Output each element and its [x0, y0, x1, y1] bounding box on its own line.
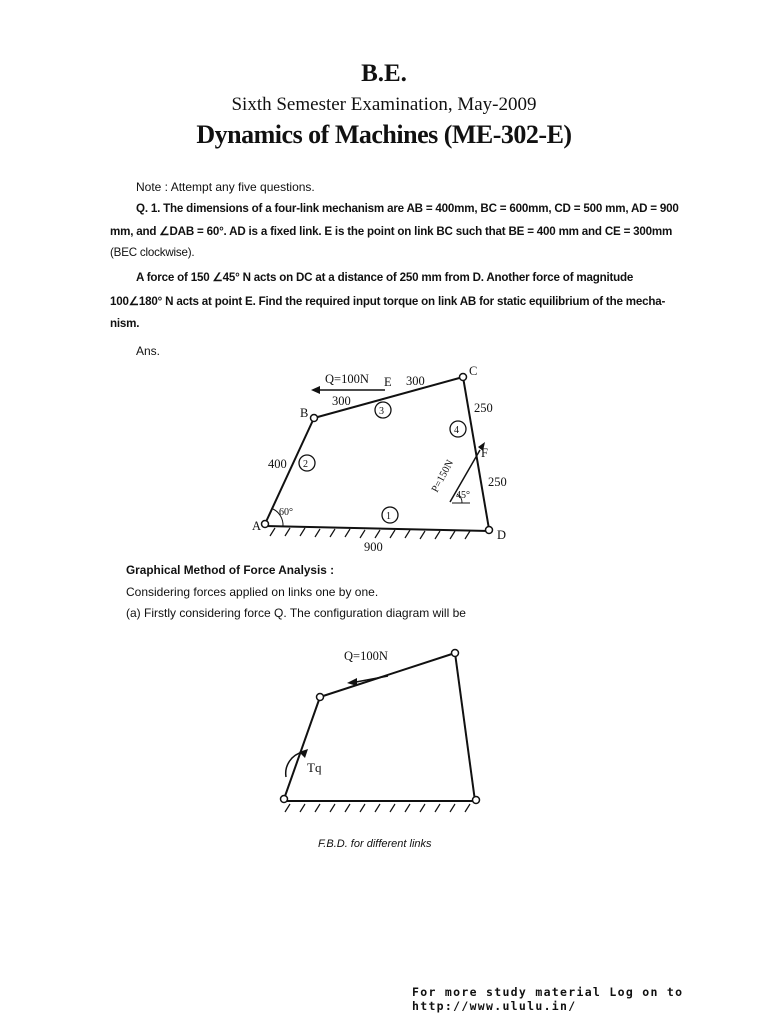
exam-title: Sixth Semester Examination, May-2009 [231, 94, 537, 115]
method-heading: Graphical Method of Force Analysis : [126, 563, 335, 577]
label-a: A [252, 519, 262, 533]
label-c: C [469, 364, 478, 378]
label-link-1: 1 [386, 511, 391, 522]
degree-title: B.E. [361, 60, 407, 87]
question-line-5: 100∠180° N acts at point E. Find the required input torque on link AB for static equilibrium of the mecha- [110, 295, 666, 308]
label-b: B [300, 406, 309, 420]
subject-title: Dynamics of Machines (ME-302-E) [196, 120, 572, 149]
answer-label: Ans. [136, 344, 161, 358]
label-ab-length: 400 [268, 457, 287, 471]
joint-a [262, 521, 269, 528]
question-line-3: (BEC clockwise). [110, 246, 195, 259]
label-e: E [384, 375, 392, 389]
label-ad-length: 900 [364, 540, 383, 554]
label-q-force: Q=100N [325, 372, 369, 386]
label-torque: Tq [307, 760, 322, 775]
method-line-1: Considering forces applied on links one by one. [126, 585, 379, 599]
question-line-1: Q. 1. The dimensions of a four-link mechanism are AB = 400mm, BC = 600mm, CD = 500 mm, AD = 900 [136, 202, 679, 215]
label-be-length: 300 [332, 394, 351, 408]
label-ec-length: 300 [406, 374, 425, 388]
label-d: D [497, 528, 507, 542]
method-line-2: (a) Firstly considering force Q. The configuration diagram will be [126, 606, 466, 620]
joint-c [460, 374, 467, 381]
q2-arrowhead [347, 678, 357, 686]
label-link-2: 2 [303, 459, 308, 470]
joint-d [486, 527, 493, 534]
joint-b [311, 415, 318, 422]
diagram-caption: F.B.D. for different links [318, 838, 432, 850]
configuration-diagram [282, 653, 476, 812]
label-p-force: P=150N [429, 458, 457, 495]
label-f: F [481, 446, 488, 460]
question-line-4: A force of 150 ∠45° N acts on DC at a distance of 250 mm from D. Another force of magnitude [136, 271, 634, 284]
label-fd-length: 250 [488, 475, 507, 489]
label-link-4: 4 [454, 425, 459, 436]
label-cf-length: 250 [474, 401, 493, 415]
label-q2-force: Q=100N [344, 649, 388, 663]
footer-text: For more study material Log on to http://www.ululu.in/ [412, 985, 684, 1013]
q-arrowhead [311, 386, 320, 394]
question-line-2: mm, and ∠DAB = 60°. AD is a fixed link. E is the point on link BC such that BE = 400 mm and CE = 300mm [110, 225, 673, 238]
label-angle-60: 60° [279, 507, 293, 518]
label-angle-45: 45° [456, 490, 470, 501]
question-line-6: nism. [110, 317, 140, 330]
label-link-3: 3 [379, 406, 384, 417]
link-ad [265, 526, 489, 531]
note-text: Note : Attempt any five questions. [136, 180, 315, 194]
